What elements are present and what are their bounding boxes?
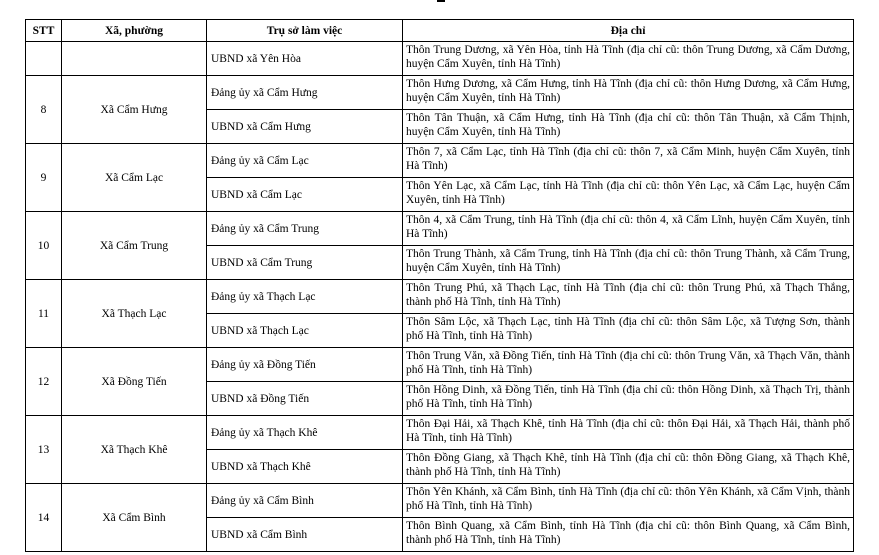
table-row (26, 484, 854, 518)
table-body (26, 42, 854, 552)
header-stt: STT (26, 20, 62, 42)
cell-stt: 14 (26, 484, 62, 552)
table-row (26, 348, 854, 382)
cell-xa-phuong: Xã Thạch Lạc (62, 280, 207, 348)
cell-xa-phuong: Xã Thạch Khê (62, 416, 207, 484)
cell-dia-chi: Thôn Sâm Lộc, xã Thạch Lạc, tỉnh Hà Tĩnh (địa chỉ cũ: thôn Sâm Lộc, xã Tượng Sơn, thành phố Hà Tĩnh, tỉnh Hà Tĩnh) (403, 314, 854, 348)
cell-stt: 11 (26, 280, 62, 348)
cell-dia-chi: Thôn Yên Khánh, xã Cẩm Bình, tỉnh Hà Tĩnh (địa chỉ cũ: thôn Yên Khánh, xã Cẩm Vịnh, thành phố Hà Tĩnh, tỉnh Hà Tĩnh) (403, 484, 854, 518)
cell-stt: 9 (26, 144, 62, 212)
cell-tru-so: UBND xã Cẩm Lạc (207, 178, 403, 212)
cell-tru-so: UBND xã Thạch Khê (207, 450, 403, 484)
table-row (26, 280, 854, 314)
cell-xa-phuong: Xã Đồng Tiến (62, 348, 207, 416)
table-row (26, 416, 854, 450)
cell-tru-so: Đảng ủy xã Cẩm Lạc (207, 144, 403, 178)
cell-dia-chi: Thôn Tân Thuận, xã Cẩm Hưng, tỉnh Hà Tĩnh (địa chỉ cũ: thôn Tân Thuận, xã Cẩm Thịnh, huyện Cẩm Xuyên, tỉnh Hà Tĩnh) (403, 110, 854, 144)
table-row (26, 76, 854, 110)
cell-tru-so: UBND xã Cẩm Trung (207, 246, 403, 280)
cell-dia-chi: Thôn Đại Hải, xã Thạch Khê, tỉnh Hà Tĩnh (địa chỉ cũ: thôn Đại Hải, xã Thạch Hải, thành phố Hà Tĩnh, tỉnh Hà Tĩnh) (403, 416, 854, 450)
table-row (26, 212, 854, 246)
cell-tru-so: Đảng ủy xã Đồng Tiến (207, 348, 403, 382)
cell-xa-phuong: Xã Cẩm Hưng (62, 76, 207, 144)
header-dia-chi: Địa chỉ (403, 20, 854, 42)
table-row (26, 144, 854, 178)
cell-dia-chi: Thôn Đồng Giang, xã Thạch Khê, tỉnh Hà Tĩnh (địa chỉ cũ: thôn Đồng Giang, xã Thạch Khê, thành phố Hà Tĩnh, tỉnh Hà Tĩnh) (403, 450, 854, 484)
cell-tru-so: UBND xã Đồng Tiến (207, 382, 403, 416)
cell-dia-chi: Thôn Trung Dương, xã Yên Hòa, tỉnh Hà Tĩnh (địa chỉ cũ: thôn Trung Dương, xã Cẩm Dương, huyện Cẩm Xuyên, tỉnh Hà Tĩnh) (403, 42, 854, 76)
cell-stt: 13 (26, 416, 62, 484)
cell-tru-so: Đảng ủy xã Cẩm Trung (207, 212, 403, 246)
cell-xa-phuong (62, 42, 207, 76)
cell-dia-chi: Thôn Bình Quang, xã Cẩm Bình, tỉnh Hà Tĩnh (địa chỉ cũ: thôn Bình Quang, xã Cẩm Bình, thành phố Hà Tĩnh, tỉnh Hà Tĩnh) (403, 518, 854, 552)
cell-stt (26, 42, 62, 76)
cell-tru-so: Đảng ủy xã Cẩm Hưng (207, 76, 403, 110)
cell-xa-phuong: Xã Cẩm Bình (62, 484, 207, 552)
cell-dia-chi: Thôn 4, xã Cẩm Trung, tỉnh Hà Tĩnh (địa chỉ cũ: thôn 4, xã Cẩm Lĩnh, huyện Cẩm Xuyên, tỉnh Hà Tĩnh) (403, 212, 854, 246)
cell-dia-chi: Thôn Hưng Dương, xã Cẩm Hưng, tỉnh Hà Tĩnh (địa chỉ cũ: thôn Hưng Dương, xã Cẩm Hưng, huyện Cẩm Xuyên, tỉnh Hà Tĩnh) (403, 76, 854, 110)
header-tru-so: Trụ sở làm việc (207, 20, 403, 42)
cell-stt: 10 (26, 212, 62, 280)
cell-dia-chi: Thôn Hồng Dinh, xã Đồng Tiến, tỉnh Hà Tĩnh (địa chỉ cũ: thôn Hồng Dinh, xã Thạch Trị, thành phố Hà Tĩnh, tỉnh Hà Tĩnh) (403, 382, 854, 416)
cell-tru-so: UBND xã Yên Hòa (207, 42, 403, 76)
cell-stt: 8 (26, 76, 62, 144)
document-page (25, 19, 854, 552)
cell-dia-chi: Thôn 7, xã Cẩm Lạc, tỉnh Hà Tĩnh (địa chỉ cũ: thôn 7, xã Cẩm Minh, huyện Cẩm Xuyên, tỉnh Hà Tĩnh) (403, 144, 854, 178)
cell-xa-phuong: Xã Cẩm Trung (62, 212, 207, 280)
cell-dia-chi: Thôn Trung Phú, xã Thạch Lạc, tỉnh Hà Tĩnh (địa chỉ cũ: thôn Trung Phú, xã Thạch Thắng, thành phố Hà Tĩnh, tỉnh Hà Tĩnh) (403, 280, 854, 314)
cell-stt: 12 (26, 348, 62, 416)
cell-xa-phuong: Xã Cẩm Lạc (62, 144, 207, 212)
cell-tru-so: UBND xã Cẩm Hưng (207, 110, 403, 144)
office-address-table (25, 19, 854, 552)
cell-tru-so: UBND xã Cẩm Bình (207, 518, 403, 552)
cell-tru-so: Đảng ủy xã Thạch Khê (207, 416, 403, 450)
table-row (26, 42, 854, 76)
table-header-row (26, 20, 854, 42)
page-top-mark (437, 0, 445, 2)
cell-dia-chi: Thôn Yên Lạc, xã Cẩm Lạc, tỉnh Hà Tĩnh (địa chỉ cũ: thôn Yên Lạc, xã Cẩm Lạc, huyện Cẩm Xuyên, tỉnh Hà Tĩnh) (403, 178, 854, 212)
cell-tru-so: Đảng ủy xã Cẩm Bình (207, 484, 403, 518)
header-xa-phuong: Xã, phường (62, 20, 207, 42)
cell-tru-so: UBND xã Thạch Lạc (207, 314, 403, 348)
cell-tru-so: Đảng ủy xã Thạch Lạc (207, 280, 403, 314)
cell-dia-chi: Thôn Trung Văn, xã Đồng Tiến, tỉnh Hà Tĩnh (địa chỉ cũ: thôn Trung Văn, xã Thạch Văn, thành phố Hà Tĩnh, tỉnh Hà Tĩnh) (403, 348, 854, 382)
cell-dia-chi: Thôn Trung Thành, xã Cẩm Trung, tỉnh Hà Tĩnh (địa chỉ cũ: thôn Trung Thành, xã Cẩm Trung, huyện Cẩm Xuyên, tỉnh Hà Tĩnh) (403, 246, 854, 280)
